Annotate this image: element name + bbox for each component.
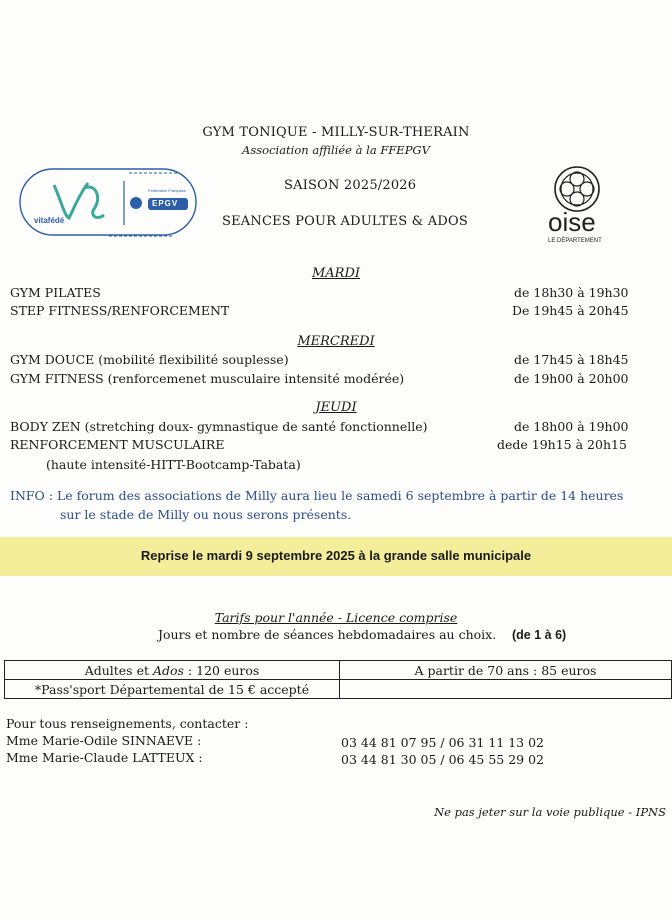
class-renforcement: RENFORCEMENT MUSCULAIRE [10, 437, 225, 452]
class-gym-fitness: GYM FITNESS (renforcemenet musculaire intensité modérée) [10, 371, 405, 386]
contact-phones-1: 03 44 81 07 95 / 06 31 11 13 02 [341, 735, 545, 750]
vitafede-epgv-logo [14, 163, 204, 243]
contact-phones-2: 03 44 81 30 05 / 06 45 55 29 02 [341, 752, 545, 767]
season: SAISON 2025/2026 [284, 178, 417, 193]
info-line-1: INFO : Le forum des associations de Milly aura lieu le samedi 6 septembre à partir de 14 heures [10, 488, 624, 503]
tarif-adults: Adultes et Ados : 120 euros [5, 661, 340, 680]
class-body-zen: BODY ZEN (stretching doux- gymnastique de santé fonctionnelle) [10, 419, 428, 434]
epgv-caption: Fédération Française [148, 188, 186, 193]
contact-name-1: Mme Marie-Odile SINNAEVE : [6, 733, 202, 748]
tarifs-subtitle: Jours et nombre de séances hebdomadaires au choix. [158, 627, 497, 642]
day-jeudi: JEUDI [315, 400, 357, 415]
time-gym-fitness: de 19h00 à 20h00 [514, 371, 629, 386]
info-line-2: sur le stade de Milly ou nous serons présents. [60, 507, 352, 522]
class-step-fitness: STEP FITNESS/RENFORCEMENT [10, 303, 230, 318]
tarifs-table [4, 660, 672, 699]
vitafede-text: vitafédé [34, 216, 65, 225]
epgv-text: EPGV [152, 199, 179, 208]
time-step-fitness: De 19h45 à 20h45 [512, 303, 629, 318]
time-body-zen: de 18h00 à 19h00 [514, 419, 629, 434]
time-gym-douce: de 17h45 à 18h45 [514, 352, 629, 367]
footer-note: Ne pas jeter sur la voie publique - IPNS [434, 805, 666, 819]
page-title: GYM TONIQUE - MILLY-SUR-THERAIN [202, 125, 470, 140]
audience: SEANCES POUR ADULTES & ADOS [222, 214, 468, 229]
tarif-seniors: A partir de 70 ans : 85 euros [340, 661, 672, 680]
class-renforcement-note: (haute intensité-HITT-Bootcamp-Tabata) [46, 457, 301, 472]
tarifs-range: (de 1 à 6) [512, 628, 567, 642]
tarifs-title: Tarifs pour l'année - Licence comprise [214, 610, 458, 625]
class-gym-pilates: GYM PILATES [10, 285, 101, 300]
affiliation: Association affiliée à la FFEPGV [242, 143, 430, 157]
contact-intro: Pour tous renseignements, contacter : [6, 716, 249, 731]
reprise-text: Reprise le mardi 9 septembre 2025 à la grande salle municipale [140, 548, 532, 563]
tarif-passport: *Pass'sport Départemental de 15 € accepté [5, 680, 340, 699]
contact-name-2: Mme Marie-Claude LATTEUX : [6, 750, 203, 765]
time-gym-pilates: de 18h30 à 19h30 [514, 285, 629, 300]
class-gym-douce: GYM DOUCE (mobilité flexibilité souplesse) [10, 352, 289, 367]
day-mercredi: MERCREDI [297, 334, 375, 349]
tarif-empty-cell [340, 680, 672, 699]
oise-caption: LE DÉPARTEMENT [548, 238, 602, 244]
oise-text: oise [548, 207, 596, 237]
time-renforcement: dede 19h15 à 20h15 [497, 437, 627, 452]
day-mardi: MARDI [311, 266, 361, 281]
oise-logo [542, 165, 612, 250]
